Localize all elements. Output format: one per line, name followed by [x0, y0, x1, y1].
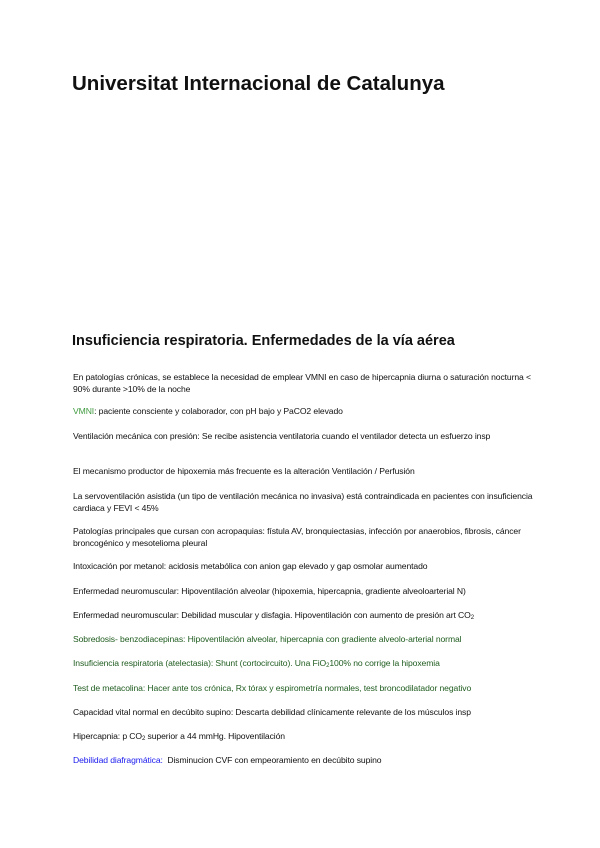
- subscript: 2: [142, 736, 146, 742]
- vmni-text: : paciente consciente y colaborador, con pH bajo y PaCO2 elevado: [94, 406, 343, 416]
- paragraph-hipoxemia: El mecanismo productor de hipoxemia más frecuente es la alteración Ventilación / Perfusión: [73, 466, 415, 476]
- paragraph-atelectasia: [73, 657, 543, 672]
- document-title: Universitat Internacional de Catalunya: [72, 72, 445, 95]
- hipercapnia-tail: superior a 44 mmHg. Hipoventilación: [147, 731, 285, 741]
- paragraph-metacolina: Test de metacolina: Hacer ante tos crónica, Rx tórax y espirometría normales, test broncodilatador negativo: [73, 683, 472, 693]
- debilidad-label: Debilidad diafragmática:: [73, 755, 163, 765]
- paragraph-hipercapnia: [73, 730, 543, 745]
- paragraph-neuromuscular-1: Enfermedad neuromuscular: Hipoventilación alveolar (hipoxemia, hipercapnia, gradiente alveoloarterial N): [73, 586, 466, 596]
- hipercapnia-text: Hipercapnia: p CO: [73, 731, 142, 741]
- vmni-label: VMNI: [73, 406, 95, 416]
- paragraph-acropaquias: Patologías principales que cursan con acropaquias: fístula AV, bronquiectasias, infección por anaerobios, fibrosis, cáncer broncogénico y mesotelioma pleural: [73, 526, 521, 548]
- paragraph-benzodiacepinas: Sobredosis- benzodiacepinas: Hipoventilación alveolar, hipercapnia con gradiente alveolo-arterial normal: [73, 634, 462, 644]
- atelectasia-text: Insuficiencia respiratoria (atelectasia): Shunt (cortocircuito). Una FiO: [73, 658, 327, 668]
- paragraph-capacidad-vital: Capacidad vital normal en decúbito supino: Descarta debilidad clínicamente relevante de los músculos insp: [73, 707, 471, 717]
- paragraph-debilidad-diafragmatica: [73, 754, 543, 766]
- neuromuscular-2-text: Enfermedad neuromuscular: Debilidad muscular y disfagia. Hipoventilación con aumento de presión art CO: [73, 610, 471, 620]
- subscript: 2: [470, 615, 474, 621]
- paragraph-neuromuscular-2: [73, 609, 543, 624]
- section-heading: Insuficiencia respiratoria. Enfermedades de la vía aérea: [72, 333, 455, 349]
- paragraph-vmni-cronicas: En patologías crónicas, se establece la necesidad de emplear VMNI en caso de hipercapnia diurna o saturación nocturna < 90% durante >10% de la noche: [73, 372, 531, 394]
- subscript: 2: [326, 663, 330, 669]
- debilidad-text: Disminucion CVF con empeoramiento en decúbito supino: [162, 755, 382, 765]
- atelectasia-tail: 100% no corrige la hipoxemia: [329, 658, 440, 668]
- paragraph-metanol: Intoxicación por metanol: acidosis metabólica con anion gap elevado y gap osmolar aumentado: [73, 561, 428, 571]
- paragraph-vmni: [73, 405, 543, 417]
- paragraph-ventilacion-presion: Ventilación mecánica con presión: Se recibe asistencia ventilatoria cuando el ventilador detecta un esfuerzo insp: [73, 431, 491, 441]
- paragraph-servoventilacion: La servoventilación asistida (un tipo de ventilación mecánica no invasiva) está contraindicada en pacientes con insuficiencia cardiaca y FEVI < 45%: [73, 491, 533, 513]
